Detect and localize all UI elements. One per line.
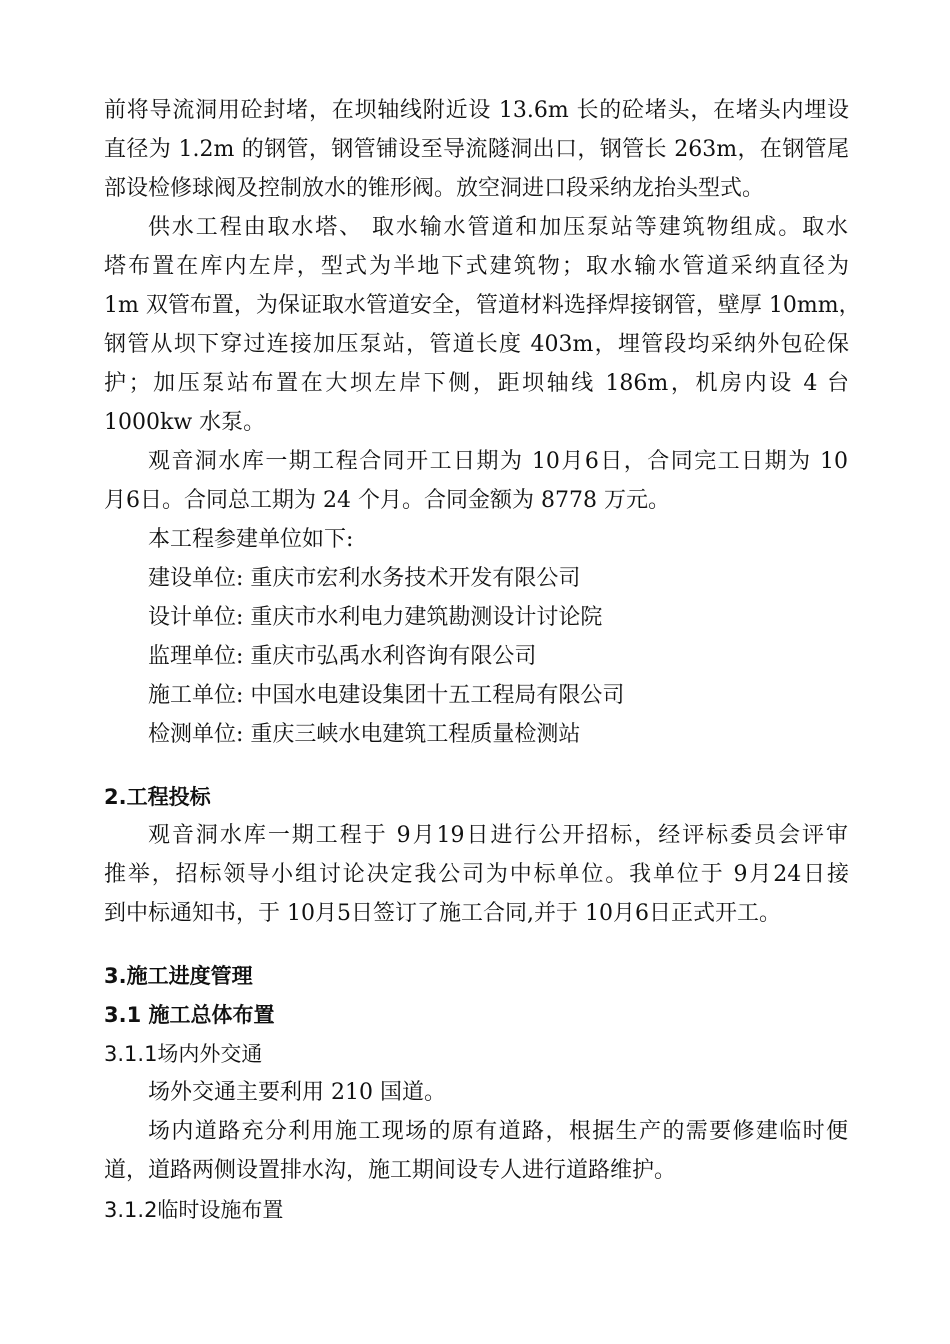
paragraph-line: 前将导流洞用砼封堵，在坝轴线附近设 13.6m 长的砼堵头，在堵头内埋设 bbox=[104, 98, 849, 123]
paragraph-line: 场外交通主要利用 210 国道。 bbox=[148, 1080, 446, 1105]
participant-label: 设计单位: bbox=[148, 605, 244, 630]
paragraph-line: 钢管从坝下穿过连接加压泵站，管道长度 403m，埋管段均采纳外包砼保 bbox=[104, 332, 849, 357]
participant-row bbox=[148, 599, 602, 637]
subsubsection-heading: 3.1.1场内外交通 bbox=[104, 1042, 263, 1066]
participant-name: 重庆三峡水电建筑工程质量检测站 bbox=[250, 722, 581, 747]
paragraph-line: 月6日。合同总工期为 24 个月。合同金额为 8778 万元。 bbox=[104, 488, 670, 513]
paragraph-line: 塔布置在库内左岸，型式为半地下式建筑物；取水输水管道采纳直径为 bbox=[104, 254, 849, 279]
paragraph-line: 1m 双管布置，为保证取水管道安全，管道材料选择焊接钢管，壁厚 10mm， bbox=[104, 293, 861, 318]
participant-row bbox=[148, 677, 624, 715]
participant-row bbox=[148, 638, 536, 676]
participant-label: 施工单位: bbox=[148, 683, 244, 708]
participant-name: 重庆市水利电力建筑勘测设计讨论院 bbox=[250, 605, 603, 630]
participant-label: 检测单位: bbox=[148, 722, 244, 747]
paragraph-line: 直径为 1.2m 的钢管，钢管铺设至导流隧洞出口，钢管长 263m，在钢管尾 bbox=[104, 137, 849, 162]
participant-name: 中国水电建设集团十五工程局有限公司 bbox=[250, 683, 625, 708]
participant-row bbox=[148, 560, 580, 598]
participant-name: 重庆市弘禹水利咨询有限公司 bbox=[250, 644, 537, 669]
section-heading: 2.工程投标 bbox=[104, 785, 211, 809]
participant-row bbox=[148, 716, 580, 754]
paragraph-line: 观音洞水库一期工程合同开工日期为 10月6日，合同完工日期为 10 bbox=[148, 449, 848, 474]
paragraph-line: 道，道路两侧设置排水沟，施工期间设专人进行道路维护。 bbox=[104, 1158, 677, 1183]
participant-label: 监理单位: bbox=[148, 644, 244, 669]
section-heading: 3.施工进度管理 bbox=[104, 964, 253, 988]
paragraph-line: 观音洞水库一期工程于 9月19日进行公开招标，经评标委员会评审 bbox=[148, 823, 848, 848]
paragraph-line: 供水工程由取水塔、 取水输水管道和加压泵站等建筑物组成。取水 bbox=[148, 215, 848, 240]
participant-name: 重庆市宏利水务技术开发有限公司 bbox=[250, 566, 581, 591]
paragraph-line: 部设检修球阀及控制放水的锥形阀。放空洞进口段采纳龙抬头型式。 bbox=[104, 176, 765, 201]
participants-intro: 本工程参建单位如下: bbox=[148, 527, 354, 552]
paragraph-line: 护；加压泵站布置在大坝左岸下侧，距坝轴线 186m，机房内设 4 台 bbox=[104, 371, 849, 396]
paragraph-line: 推举，招标领导小组讨论决定我公司为中标单位。我单位于 9月24日接 bbox=[104, 862, 849, 887]
paragraph-line: 场内道路充分利用施工现场的原有道路，根据生产的需要修建临时便 bbox=[148, 1119, 848, 1144]
paragraph-line: 1000kw 水泵。 bbox=[104, 410, 266, 435]
subsubsection-heading: 3.1.2临时设施布置 bbox=[104, 1198, 284, 1222]
subsection-heading: 3.1 施工总体布置 bbox=[104, 1003, 275, 1027]
paragraph-line: 到中标通知书，于 10月5日签订了施工合同,并于 10月6日正式开工。 bbox=[104, 901, 781, 926]
participant-label: 建设单位: bbox=[148, 566, 244, 591]
